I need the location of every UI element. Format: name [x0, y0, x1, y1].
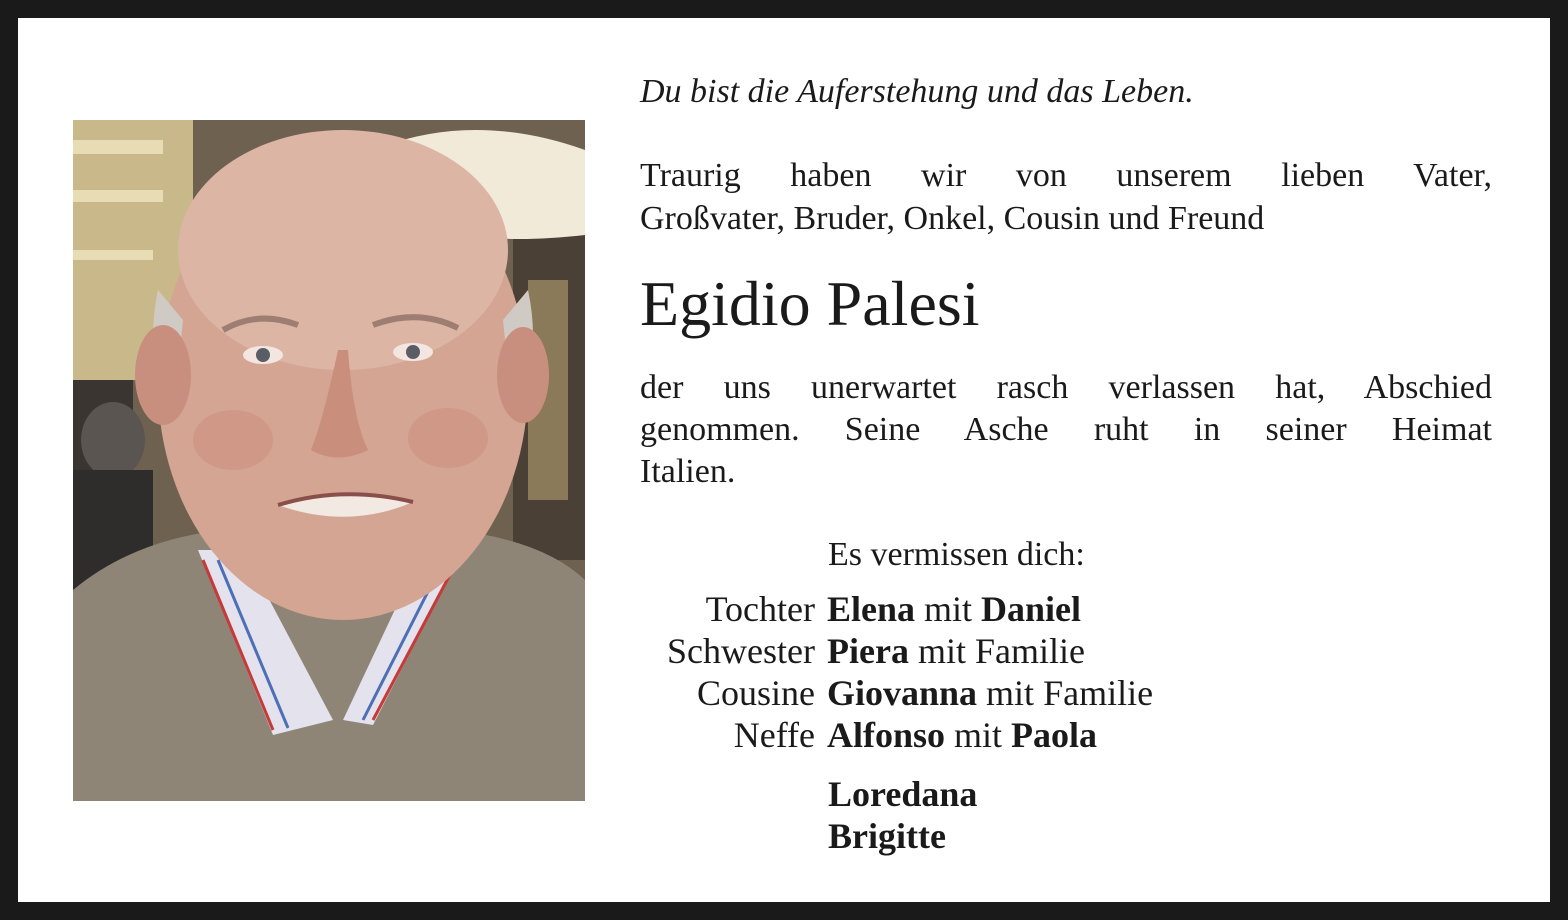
- survivor-connector: mit: [954, 715, 1003, 755]
- survivor-relation: Tochter: [705, 589, 815, 629]
- message-line-3: Italien.: [640, 453, 736, 490]
- missing-heading: Es vermissen dich:: [828, 536, 1085, 573]
- survivor-partner: Familie: [1043, 673, 1154, 713]
- portrait-photo: [73, 120, 585, 801]
- intro-text: [640, 154, 1492, 240]
- survivor-relation: Neffe: [733, 715, 815, 755]
- message-line-2: genommen. Seine Asche ruht in seiner Heimat: [640, 411, 1492, 448]
- survivor-names: [827, 714, 1097, 756]
- survivor-row: [600, 630, 1320, 672]
- deceased-name: Egidio Palesi: [640, 268, 980, 339]
- survivor-name: Elena: [827, 589, 916, 629]
- survivor-name: Piera: [827, 631, 909, 671]
- survivor-partner: Familie: [974, 631, 1085, 671]
- survivor-row: [600, 588, 1320, 630]
- mourner-name: Brigitte: [828, 816, 946, 856]
- survivor-relation: Cousine: [696, 673, 815, 713]
- mourner-name: Loredana: [828, 774, 978, 814]
- survivor-names: [827, 672, 1153, 714]
- message-line-1: der uns unerwartet rasch verlassen hat, Abschied: [640, 369, 1492, 406]
- survivor-connector: mit: [924, 589, 973, 629]
- survivor-name: Giovanna: [827, 673, 978, 713]
- survivors-list: [600, 588, 1320, 756]
- survivor-partner: Daniel: [981, 589, 1082, 629]
- intro-line-2: Großvater, Bruder, Onkel, Cousin und Freund: [640, 200, 1265, 237]
- survivor-row: [600, 714, 1320, 756]
- survivor-relation: Schwester: [667, 631, 815, 671]
- survivor-row: [600, 672, 1320, 714]
- survivor-name: Alfonso: [827, 715, 946, 755]
- bible-quote: Du bist die Auferstehung und das Leben.: [640, 73, 1194, 110]
- farewell-message: [640, 367, 1492, 493]
- intro-line-1: Traurig haben wir von unserem lieben Vater,: [640, 157, 1492, 194]
- survivor-names: [827, 588, 1081, 630]
- additional-mourners: [828, 773, 977, 857]
- survivor-partner: Paola: [1011, 715, 1098, 755]
- survivor-names: [827, 630, 1085, 672]
- survivor-connector: mit: [986, 673, 1035, 713]
- survivor-connector: mit: [917, 631, 966, 671]
